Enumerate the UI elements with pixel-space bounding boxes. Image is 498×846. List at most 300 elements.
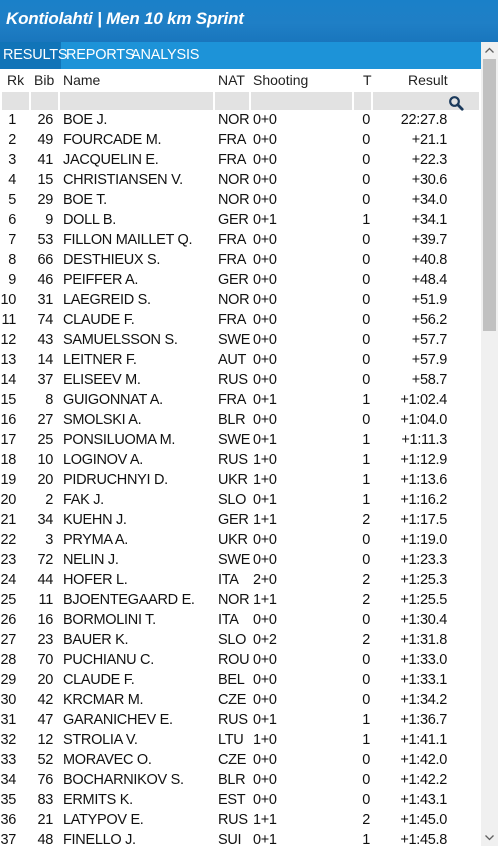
table-row[interactable] — [0, 631, 481, 651]
name-cell: DOLL B. — [63, 212, 116, 228]
t-cell: 1 — [362, 492, 370, 508]
bib-cell: 12 — [37, 732, 53, 748]
bib-cell: 52 — [37, 752, 53, 768]
result-cell: +48.4 — [411, 272, 447, 288]
shooting-cell: 0+1 — [253, 492, 277, 508]
nat-cell: AUT — [218, 352, 247, 368]
name-cell: LOGINOV A. — [63, 452, 143, 468]
bib-cell: 20 — [37, 472, 53, 488]
nat-cell: FRA — [218, 392, 247, 408]
nat-cell: GER — [218, 212, 249, 228]
tab-results[interactable]: RESULTS — [0, 42, 61, 69]
bib-cell: 23 — [37, 632, 53, 648]
bib-cell: 16 — [37, 612, 53, 628]
rank-cell: 34 — [0, 772, 16, 788]
t-cell: 0 — [362, 412, 370, 428]
table-row[interactable] — [0, 291, 481, 311]
rank-cell: 11 — [1, 312, 16, 328]
name-cell: BOCHARNIKOV S. — [63, 772, 184, 788]
t-cell: 2 — [362, 592, 370, 608]
result-cell: +34.1 — [411, 212, 447, 228]
result-cell: +1:25.5 — [400, 592, 447, 608]
bib-cell: 41 — [37, 152, 53, 168]
bib-cell: 74 — [37, 312, 53, 328]
result-cell: +1:45.0 — [400, 812, 447, 828]
name-cell: LAEGREID S. — [63, 292, 151, 308]
rank-cell: 32 — [0, 732, 16, 748]
shooting-cell: 0+0 — [253, 612, 277, 628]
bib-cell: 43 — [37, 332, 53, 348]
rank-cell: 10 — [0, 292, 16, 308]
table-row[interactable] — [0, 351, 481, 371]
bib-cell: 66 — [37, 252, 53, 268]
result-cell: +30.6 — [411, 172, 447, 188]
bib-cell: 21 — [37, 812, 53, 828]
results-table-body — [0, 111, 481, 846]
bib-cell: 53 — [37, 232, 53, 248]
result-cell: +1:43.1 — [400, 792, 447, 808]
shooting-cell: 0+1 — [253, 432, 277, 448]
t-cell: 1 — [362, 832, 370, 846]
name-cell: BOE J. — [63, 112, 108, 128]
t-cell: 1 — [362, 452, 370, 468]
name-cell: LEITNER F. — [63, 352, 137, 368]
name-cell: KRCMAR M. — [63, 692, 144, 708]
filter-shooting[interactable] — [251, 92, 352, 110]
nat-cell: GER — [218, 272, 249, 288]
shooting-cell: 0+0 — [253, 652, 277, 668]
bib-cell: 49 — [37, 132, 53, 148]
table-row[interactable] — [0, 511, 481, 531]
t-cell: 0 — [362, 552, 370, 568]
name-cell: NELIN J. — [63, 552, 119, 568]
bib-cell: 26 — [37, 112, 53, 128]
t-cell: 0 — [362, 172, 370, 188]
name-cell: MORAVEC O. — [63, 752, 152, 768]
bib-cell: 27 — [37, 412, 53, 428]
t-cell: 0 — [362, 132, 370, 148]
table-row[interactable] — [0, 231, 481, 251]
nat-cell: CZE — [218, 692, 247, 708]
nat-cell: BLR — [218, 772, 246, 788]
name-cell: GARANICHEV E. — [63, 712, 173, 728]
nat-cell: EST — [218, 792, 246, 808]
name-cell: PEIFFER A. — [63, 272, 139, 288]
nat-cell: FRA — [218, 232, 247, 248]
shooting-cell: 1+0 — [253, 732, 277, 748]
bib-cell: 29 — [37, 192, 53, 208]
shooting-cell: 0+0 — [253, 532, 277, 548]
result-cell: +1:23.3 — [400, 552, 447, 568]
table-row[interactable] — [0, 431, 481, 451]
shooting-cell: 0+1 — [253, 832, 277, 846]
name-cell: GUIGONNAT A. — [63, 392, 163, 408]
shooting-cell: 0+0 — [253, 772, 277, 788]
bib-cell: 37 — [37, 372, 53, 388]
result-cell: +39.7 — [411, 232, 447, 248]
rank-cell: 29 — [0, 672, 16, 688]
rank-cell: 25 — [0, 592, 16, 608]
result-cell: +1:16.2 — [400, 492, 447, 508]
name-cell: CLAUDE F. — [63, 672, 135, 688]
rank-cell: 21 — [0, 512, 16, 528]
bib-cell: 3 — [45, 532, 53, 548]
shooting-cell: 0+0 — [253, 312, 277, 328]
shooting-cell: 0+2 — [253, 632, 277, 648]
t-cell: 0 — [362, 672, 370, 688]
name-cell: HOFER L. — [63, 572, 128, 588]
table-row[interactable] — [0, 551, 481, 571]
table-row[interactable] — [0, 151, 481, 171]
table-row[interactable] — [0, 451, 481, 471]
name-cell: PIDRUCHNYI D. — [63, 472, 168, 488]
shooting-cell: 0+1 — [253, 712, 277, 728]
rank-cell: 4 — [8, 172, 16, 188]
shooting-cell: 0+0 — [253, 752, 277, 768]
t-cell: 1 — [362, 212, 370, 228]
result-cell: +1:30.4 — [400, 612, 447, 628]
shooting-cell: 1+1 — [253, 592, 277, 608]
nat-cell: NOR — [218, 592, 250, 608]
rank-cell: 22 — [0, 532, 16, 548]
rank-cell: 30 — [0, 692, 16, 708]
table-row[interactable] — [0, 771, 481, 791]
rank-cell: 7 — [8, 232, 16, 248]
result-cell: +40.8 — [411, 252, 447, 268]
shooting-cell: 0+0 — [253, 132, 277, 148]
result-cell: +1:33.0 — [400, 652, 447, 668]
bib-cell: 83 — [37, 792, 53, 808]
bib-cell: 2 — [45, 492, 53, 508]
filter-nat[interactable] — [215, 92, 249, 110]
rank-cell: 17 — [0, 432, 16, 448]
t-cell: 0 — [362, 112, 370, 128]
table-row[interactable] — [0, 311, 481, 331]
nat-cell: FRA — [218, 312, 247, 328]
table-row[interactable] — [0, 651, 481, 671]
name-cell: FINELLO J. — [63, 832, 136, 846]
bib-cell: 70 — [37, 652, 53, 668]
shooting-cell: 0+0 — [253, 232, 277, 248]
table-row[interactable] — [0, 171, 481, 191]
result-cell: +22.3 — [411, 152, 447, 168]
rank-cell: 19 — [0, 472, 16, 488]
nat-cell: NOR — [218, 172, 250, 188]
tab-bar — [0, 42, 481, 69]
shooting-cell: 1+1 — [253, 512, 277, 528]
nat-cell: SWE — [218, 332, 251, 348]
bib-cell: 48 — [37, 832, 53, 846]
result-cell: +1:45.8 — [400, 832, 447, 846]
tab-reports[interactable]: REPORTS — [66, 47, 135, 63]
nat-cell: LTU — [218, 732, 244, 748]
nat-cell: GER — [218, 512, 249, 528]
name-cell: BORMOLINI T. — [63, 612, 156, 628]
bib-cell: 11 — [38, 592, 53, 608]
result-cell: +1:11.3 — [401, 432, 447, 448]
bib-cell: 72 — [37, 552, 53, 568]
rank-cell: 13 — [0, 352, 16, 368]
t-cell: 1 — [362, 472, 370, 488]
shooting-cell: 0+1 — [253, 392, 277, 408]
nat-cell: FRA — [218, 152, 247, 168]
rank-cell: 9 — [8, 272, 16, 288]
rank-cell: 2 — [8, 132, 16, 148]
shooting-cell: 0+0 — [253, 672, 277, 688]
table-row[interactable] — [0, 691, 481, 711]
rank-cell: 28 — [0, 652, 16, 668]
result-cell: +56.2 — [411, 312, 447, 328]
result-cell: +1:33.1 — [400, 672, 447, 688]
shooting-cell: 0+0 — [253, 692, 277, 708]
shooting-cell: 0+0 — [253, 172, 277, 188]
shooting-cell: 0+0 — [253, 372, 277, 388]
nat-cell: SLO — [218, 492, 247, 508]
nat-cell: ITA — [218, 612, 239, 628]
rank-cell: 12 — [0, 332, 16, 348]
chevron-down-icon[interactable] — [481, 829, 498, 846]
bib-cell: 10 — [37, 452, 53, 468]
name-cell: SAMUELSSON S. — [63, 332, 178, 348]
name-cell: ELISEEV M. — [63, 372, 141, 388]
t-cell: 1 — [362, 392, 370, 408]
table-row[interactable] — [0, 471, 481, 491]
shooting-cell: 0+0 — [253, 292, 277, 308]
name-cell: FOURCADE M. — [63, 132, 162, 148]
shooting-cell: 0+0 — [253, 352, 277, 368]
name-cell: FAK J. — [63, 492, 104, 508]
bib-cell: 25 — [37, 432, 53, 448]
t-cell: 0 — [362, 692, 370, 708]
rank-cell: 3 — [8, 152, 16, 168]
result-cell: +1:04.0 — [400, 412, 447, 428]
rank-cell: 14 — [0, 372, 16, 388]
table-row[interactable] — [0, 391, 481, 411]
table-row[interactable] — [0, 211, 481, 231]
name-cell: CHRISTIANSEN V. — [63, 172, 183, 188]
table-row[interactable] — [0, 331, 481, 351]
result-cell: +1:02.4 — [400, 392, 447, 408]
shooting-cell: 0+0 — [253, 252, 277, 268]
column-header-shooting[interactable]: Shooting — [253, 72, 309, 88]
shooting-cell: 1+0 — [253, 472, 277, 488]
result-cell: +1:25.3 — [400, 572, 447, 588]
page-title: Kontiolahti | Men 10 km Sprint — [6, 9, 244, 28]
filter-row — [0, 91, 481, 111]
table-row[interactable] — [0, 711, 481, 731]
nat-cell: SWE — [218, 552, 251, 568]
tab-analysis[interactable]: ANALYSIS — [131, 47, 200, 63]
shooting-cell: 0+0 — [253, 332, 277, 348]
t-cell: 0 — [362, 652, 370, 668]
t-cell: 0 — [362, 352, 370, 368]
table-row[interactable] — [0, 111, 481, 131]
name-cell: FILLON MAILLET Q. — [63, 232, 193, 248]
column-header-t[interactable]: T — [363, 72, 372, 88]
rank-cell: 20 — [0, 492, 16, 508]
table-row[interactable] — [0, 531, 481, 551]
table-row[interactable] — [0, 371, 481, 391]
result-cell: +1:42.0 — [400, 752, 447, 768]
result-cell: +1:36.7 — [400, 712, 447, 728]
table-row[interactable] — [0, 571, 481, 591]
shooting-cell: 0+0 — [253, 792, 277, 808]
t-cell: 0 — [362, 192, 370, 208]
shooting-cell: 0+0 — [253, 552, 277, 568]
nat-cell: SWE — [218, 432, 251, 448]
t-cell: 0 — [362, 312, 370, 328]
nat-cell: NOR — [218, 192, 250, 208]
rank-cell: 33 — [0, 752, 16, 768]
t-cell: 0 — [362, 372, 370, 388]
t-cell: 1 — [362, 712, 370, 728]
shooting-cell: 0+0 — [253, 412, 277, 428]
table-row[interactable] — [0, 191, 481, 211]
column-header-result[interactable]: Result — [408, 72, 448, 88]
shooting-cell: 0+0 — [253, 152, 277, 168]
nat-cell: NOR — [218, 112, 250, 128]
bib-cell: 31 — [37, 292, 53, 308]
table-row[interactable] — [0, 271, 481, 291]
result-cell: +57.9 — [411, 352, 447, 368]
column-header-rank[interactable]: Rk — [7, 72, 25, 88]
table-row[interactable] — [0, 131, 481, 151]
scrollbar-thumb[interactable] — [483, 59, 496, 331]
rank-cell: 35 — [0, 792, 16, 808]
shooting-cell: 2+0 — [253, 572, 277, 588]
name-cell: BJOENTEGAARD E. — [63, 592, 195, 608]
nat-cell: RUS — [218, 812, 248, 828]
table-row[interactable] — [0, 611, 481, 631]
bib-cell: 8 — [45, 392, 53, 408]
filter-rank[interactable] — [2, 92, 29, 110]
rank-cell: 16 — [0, 412, 16, 428]
t-cell: 0 — [362, 752, 370, 768]
filter-t[interactable] — [354, 92, 371, 110]
table-row[interactable] — [0, 731, 481, 751]
t-cell: 0 — [362, 292, 370, 308]
rank-cell: 26 — [0, 612, 16, 628]
rank-cell: 27 — [0, 632, 16, 648]
filter-name[interactable] — [60, 92, 213, 110]
shooting-cell: 1+0 — [253, 452, 277, 468]
result-cell: +21.1 — [411, 132, 447, 148]
nat-cell: RUS — [218, 452, 248, 468]
filter-bib[interactable] — [31, 92, 58, 110]
result-cell: +1:12.9 — [400, 452, 447, 468]
nat-cell: UKR — [218, 532, 248, 548]
bib-cell: 9 — [45, 212, 53, 228]
result-cell: +1:41.1 — [400, 732, 447, 748]
name-cell: CLAUDE F. — [63, 312, 135, 328]
result-cell: +1:42.2 — [400, 772, 447, 788]
bib-cell: 76 — [37, 772, 53, 788]
t-cell: 2 — [362, 812, 370, 828]
nat-cell: FRA — [218, 252, 247, 268]
rank-cell: 36 — [0, 812, 16, 828]
rank-cell: 37 — [0, 832, 16, 846]
nat-cell: RUS — [218, 712, 248, 728]
nat-cell: SLO — [218, 632, 247, 648]
name-cell: STROLIA V. — [63, 732, 138, 748]
table-row[interactable] — [0, 811, 481, 831]
table-row[interactable] — [0, 671, 481, 691]
t-cell: 0 — [362, 272, 370, 288]
t-cell: 0 — [362, 332, 370, 348]
rank-cell: 8 — [8, 252, 16, 268]
t-cell: 0 — [362, 772, 370, 788]
rank-cell: 23 — [0, 552, 16, 568]
table-row[interactable] — [0, 831, 481, 846]
bib-cell: 47 — [37, 712, 53, 728]
name-cell: BAUER K. — [63, 632, 129, 648]
result-cell: +1:19.0 — [400, 532, 447, 548]
table-row[interactable] — [0, 251, 481, 271]
t-cell: 2 — [362, 572, 370, 588]
rank-cell: 18 — [0, 452, 16, 468]
result-cell: +1:34.2 — [400, 692, 447, 708]
rank-cell: 1 — [8, 112, 16, 128]
nat-cell: NOR — [218, 292, 250, 308]
rank-cell: 24 — [0, 572, 16, 588]
result-cell: +1:13.6 — [400, 472, 447, 488]
t-cell: 0 — [362, 252, 370, 268]
name-cell: JACQUELIN E. — [63, 152, 159, 168]
table-row[interactable] — [0, 591, 481, 611]
shooting-cell: 0+0 — [253, 272, 277, 288]
t-cell: 0 — [362, 792, 370, 808]
shooting-cell: 0+0 — [253, 192, 277, 208]
name-cell: LATYPOV E. — [63, 812, 144, 828]
nat-cell: UKR — [218, 472, 248, 488]
table-row[interactable] — [0, 491, 481, 511]
bib-cell: 15 — [37, 172, 53, 188]
t-cell: 0 — [362, 612, 370, 628]
results-table-header — [0, 69, 481, 91]
rank-cell: 15 — [0, 392, 16, 408]
name-cell: PONSILUOMA M. — [63, 432, 176, 448]
t-cell: 0 — [362, 532, 370, 548]
name-cell: BOE T. — [63, 192, 107, 208]
nat-cell: ROU — [218, 652, 250, 668]
shooting-cell: 0+1 — [253, 212, 277, 228]
name-cell: ERMITS K. — [63, 792, 133, 808]
table-row[interactable] — [0, 791, 481, 811]
bib-cell: 20 — [37, 672, 53, 688]
nat-cell: FRA — [218, 132, 247, 148]
table-row[interactable] — [0, 411, 481, 431]
bib-cell: 46 — [37, 272, 53, 288]
nat-cell: CZE — [218, 752, 247, 768]
name-cell: KUEHN J. — [63, 512, 127, 528]
bib-cell: 42 — [37, 692, 53, 708]
search-icon[interactable] — [448, 95, 464, 111]
rank-cell: 5 — [8, 192, 16, 208]
rank-cell: 31 — [0, 712, 16, 728]
result-cell: +1:17.5 — [400, 512, 447, 528]
column-header-nat[interactable]: NAT — [218, 72, 245, 88]
column-header-bib[interactable]: Bib — [34, 72, 55, 88]
t-cell: 2 — [362, 512, 370, 528]
column-header-name[interactable]: Name — [63, 72, 101, 88]
chevron-up-icon[interactable] — [481, 42, 498, 59]
t-cell: 0 — [362, 152, 370, 168]
result-cell: +58.7 — [411, 372, 447, 388]
result-cell: +51.9 — [411, 292, 447, 308]
table-row[interactable] — [0, 751, 481, 771]
result-cell: +57.7 — [411, 332, 447, 348]
bib-cell: 44 — [37, 572, 53, 588]
